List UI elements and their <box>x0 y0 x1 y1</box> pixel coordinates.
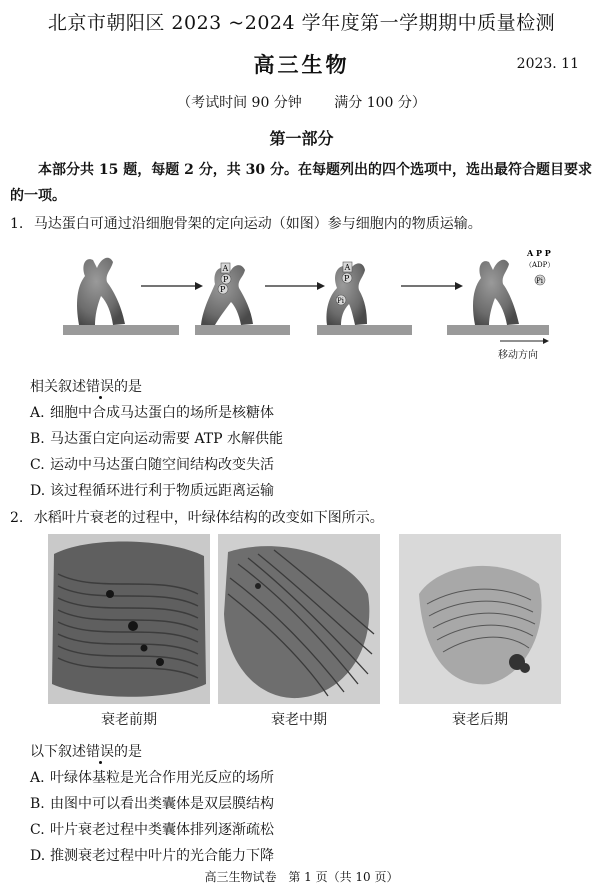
question-1-option-c: C. 运动中马达蛋白随空间结构改变失活 <box>30 457 274 473</box>
micrograph-middle <box>218 534 380 704</box>
section-instructions: 本部分共 15 题，每题 2 分，共 30 分。在每题列出的四个选项中，选出最符合题目要求的一项。 <box>10 162 592 204</box>
motor-protein-3 <box>326 263 367 325</box>
exam-info <box>0 92 603 112</box>
track-4 <box>447 325 549 335</box>
subject-title: 高三生物 <box>253 52 350 77</box>
question-text: 马达蛋白可通过沿细胞骨架的定向运动（如图）参与细胞内的物质运输。 <box>33 216 482 232</box>
lead-text: 以下叙述 <box>30 744 86 760</box>
direction-arrow-icon <box>543 338 549 344</box>
adp-app-label: A P P <box>527 248 551 258</box>
question-1-option-d: D. 该过程循环进行利于物质远距离运输 <box>30 483 274 499</box>
bound-label-a: A <box>344 263 351 272</box>
micrograph-late <box>399 534 561 704</box>
question-2-option-c: C. 叶片衰老过程中类囊体排列逐渐疏松 <box>30 822 274 838</box>
exam-title: 北京市朝阳区 2023 ~2024 学年度第一学期期中质量检测 <box>47 12 556 34</box>
question-number: 1. <box>10 216 24 232</box>
question-2-stem <box>10 507 384 527</box>
pi-label: Pi <box>536 277 543 285</box>
footer-page-number: 第 1 页（共 10 页） <box>288 870 399 884</box>
adp-label: （ADP） <box>525 261 555 269</box>
lead-emphasis: 错误 <box>86 379 114 395</box>
question-1-option-a: A. 细胞中合成马达蛋白的场所是核糖体 <box>30 405 274 421</box>
track-2 <box>195 325 290 335</box>
question-number: 2. <box>10 510 24 526</box>
bound-label-pi: Pi <box>337 297 344 305</box>
motor-protein-4 <box>473 260 519 325</box>
track-3 <box>317 325 412 335</box>
arrow-right-icon <box>195 282 203 290</box>
page-footer <box>0 868 603 885</box>
question-2-option-b: B. 由图中可以看出类囊体是双层膜结构 <box>30 796 274 812</box>
question-text: 水稻叶片衰老的过程中，叶绿体结构的改变如下图所示。 <box>33 510 384 526</box>
direction-label: 移动方向 <box>498 350 538 361</box>
part-heading: 第一部分 <box>269 129 334 148</box>
exam-time: （考试时间 90 分钟 <box>177 95 302 111</box>
arrow-right-icon <box>317 282 325 290</box>
atp-label-a: A <box>222 264 229 273</box>
atp-label-p1: P <box>223 275 229 284</box>
caption-late: 衰老后期 <box>452 712 508 728</box>
question-1-option-b: B. 马达蛋白定向运动需要 ATP 水解供能 <box>30 431 284 447</box>
caption-early: 衰老前期 <box>101 712 157 728</box>
track-1 <box>63 325 179 335</box>
question-2-option-a: A. 叶绿体基粒是光合作用光反应的场所 <box>30 770 274 786</box>
question-2-lead <box>30 741 142 761</box>
question-2-option-d: D. 推测衰老过程中叶片的光合能力下降 <box>30 848 274 864</box>
atp-label-p2: P <box>220 285 226 294</box>
bound-label-p: P <box>344 274 350 283</box>
micrograph-early <box>48 534 210 704</box>
lead-emphasis: 错误 <box>86 744 114 760</box>
lead-text: 相关叙述 <box>30 379 86 395</box>
lead-text-end: 的是 <box>114 379 142 395</box>
question-1-lead <box>30 376 142 396</box>
motor-protein-1 <box>77 258 125 325</box>
lead-text-end: 的是 <box>114 744 142 760</box>
footer-exam-name: 高三生物试卷 <box>204 870 277 884</box>
full-score: 满分 100 分） <box>334 95 426 111</box>
arrow-right-icon <box>455 282 463 290</box>
exam-date: 2023. 11 <box>516 56 579 72</box>
motor-protein-figure <box>55 248 555 363</box>
caption-middle: 衰老中期 <box>271 712 327 728</box>
question-1-stem <box>10 213 482 233</box>
